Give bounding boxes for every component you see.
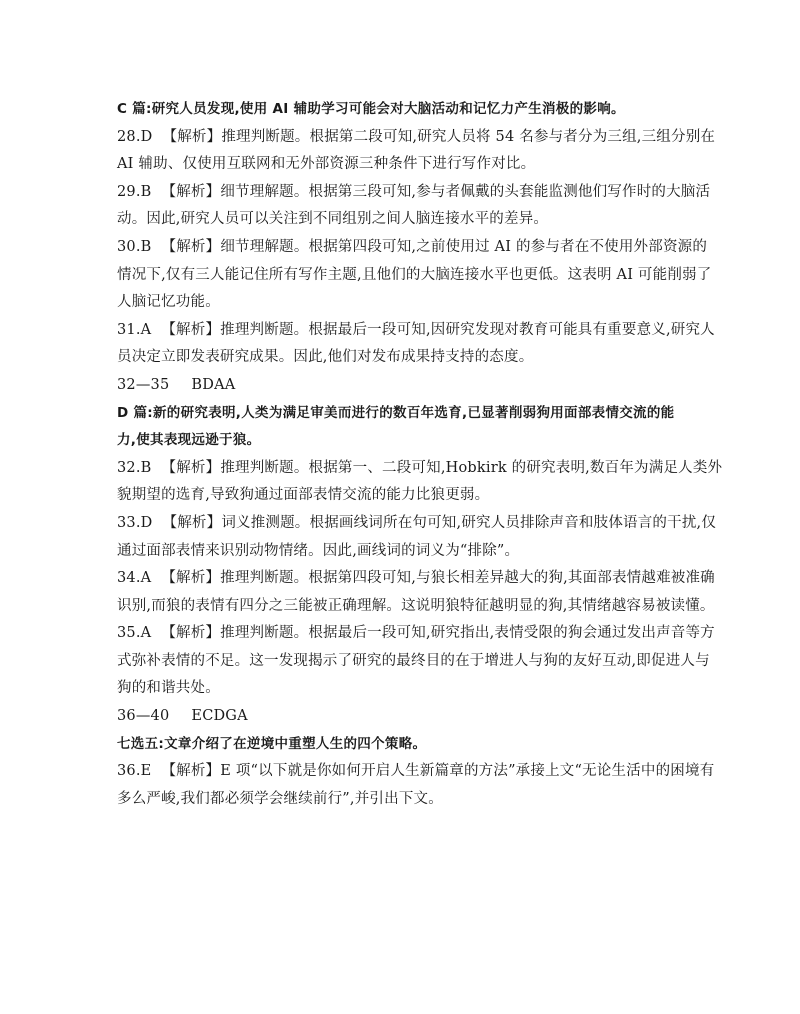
answer-item-28 xyxy=(117,124,716,179)
analysis-text: AI 辅助、仅使用互联网和无外部资源三种条件下进行写作对比。 xyxy=(117,156,536,173)
analysis-text: 动。因此,研究人员可以关注到不同组别之间人脑连接水平的差异。 xyxy=(117,211,549,228)
answer-item-31 xyxy=(117,317,715,372)
answers-range: 32—35 xyxy=(117,376,170,393)
section-d-heading: D 篇:新的研究表明,人类为满足审美而进行的数百年选育,已显著削弱狗用面部表情交流的能 xyxy=(117,404,675,421)
answer-item-35 xyxy=(117,620,715,703)
analysis-text: 细节理解题。根据第三段可知,参与者佩戴的头套能监测他们写作时的大脑活 xyxy=(220,183,711,200)
section-d-heading-cont: 力,使其表现远逊于狼。 xyxy=(117,432,261,449)
answer-number: 28.D xyxy=(117,128,153,145)
answer-item-32 xyxy=(117,455,723,510)
analysis-text: 推理判断题。根据最后一段可知,因研究发现对教育可能具有重要意义,研究人 xyxy=(220,321,715,338)
analysis-text: 多么严峻,我们都必须学会继续前行”,并引出下文。 xyxy=(117,790,443,807)
analysis-tag: 【解析】 xyxy=(162,514,222,531)
answers-32-35 xyxy=(117,372,687,400)
answers-range: 36—40 xyxy=(117,708,170,725)
answers-36-40 xyxy=(117,703,687,731)
answer-number: 33.D xyxy=(117,514,153,531)
analysis-text: 式弥补表情的不足。这一发现揭示了研究的最终目的在于增进人与狗的友好互动,即促进人与 xyxy=(117,652,710,669)
analysis-tag: 【解析】 xyxy=(161,183,221,200)
answer-item-33 xyxy=(117,510,717,565)
answer-item-30 xyxy=(117,234,712,317)
analysis-tag: 【解析】 xyxy=(161,321,221,338)
answer-number: 36.E xyxy=(117,763,152,780)
analysis-tag: 【解析】 xyxy=(161,625,221,642)
answer-number: 35.A xyxy=(117,625,152,642)
analysis-text: 词义推测题。根据画线词所在句可知,研究人员排除声音和肢体语言的干扰,仅 xyxy=(221,514,717,531)
section-c-heading: C 篇:研究人员发现,使用 AI 辅助学习可能会对大脑活动和记忆力产生消极的影响。 xyxy=(117,101,625,117)
answer-item-34 xyxy=(117,565,715,620)
analysis-text: 狗的和谐共处。 xyxy=(117,680,220,697)
analysis-tag: 【解析】 xyxy=(161,763,221,780)
analysis-tag: 【解析】 xyxy=(161,238,221,255)
analysis-text: 员决定立即发表研究成果。因此,他们对发布成果持支持的态度。 xyxy=(117,349,534,366)
answers-letters: BDAA xyxy=(191,376,236,393)
analysis-tag: 【解析】 xyxy=(161,570,221,587)
analysis-text: 推理判断题。根据第一、二段可知,Hobkirk 的研究表明,数百年为满足人类外 xyxy=(220,459,723,476)
analysis-text: 人脑记忆功能。 xyxy=(117,294,220,311)
analysis-text: 推理判断题。根据第四段可知,与狼长相差异越大的狗,其面部表情越难被准确 xyxy=(220,570,715,587)
answer-item-36 xyxy=(117,758,715,813)
analysis-text: 推理判断题。根据第二段可知,研究人员将 54 名参与者分为三组,三组分别在 xyxy=(221,128,716,145)
answer-number: 30.B xyxy=(117,238,152,255)
answer-number: 29.B xyxy=(117,183,152,200)
answer-number: 32.B xyxy=(117,459,152,476)
section-seven-five-heading: 七选五:文章介绍了在逆境中重塑人生的四个策略。 xyxy=(117,735,427,752)
analysis-text: 情况下,仅有三人能记住所有写作主题,且他们的大脑连接水平也更低。这表明 AI 可能削弱了 xyxy=(117,266,712,283)
answer-item-29 xyxy=(117,179,711,234)
answers-letters: ECDGA xyxy=(191,708,248,725)
analysis-tag: 【解析】 xyxy=(161,459,221,476)
analysis-text: E 项“以下就是你如何开启人生新篇章的方法”承接上文“无论生活中的困境有 xyxy=(220,763,715,780)
analysis-tag: 【解析】 xyxy=(162,128,222,145)
analysis-text: 细节理解题。根据第四段可知,之前使用过 AI 的参与者在不使用外部资源的 xyxy=(220,238,708,255)
analysis-text: 貌期望的选育,导致狗通过面部表情交流的能力比狼更弱。 xyxy=(117,487,490,504)
answer-number: 34.A xyxy=(117,570,152,587)
answer-key-page xyxy=(117,96,723,813)
analysis-text: 通过面部表情来识别动物情绪。因此,画线词的词义为“排除”。 xyxy=(117,542,520,559)
answer-number: 31.A xyxy=(117,321,152,338)
analysis-text: 识别,而狼的表情有四分之三能被正确理解。这说明狼特征越明显的狗,其情绪越容易被读懂。 xyxy=(117,597,715,614)
analysis-text: 推理判断题。根据最后一段可知,研究指出,表情受限的狗会通过发出声音等方 xyxy=(220,625,715,642)
